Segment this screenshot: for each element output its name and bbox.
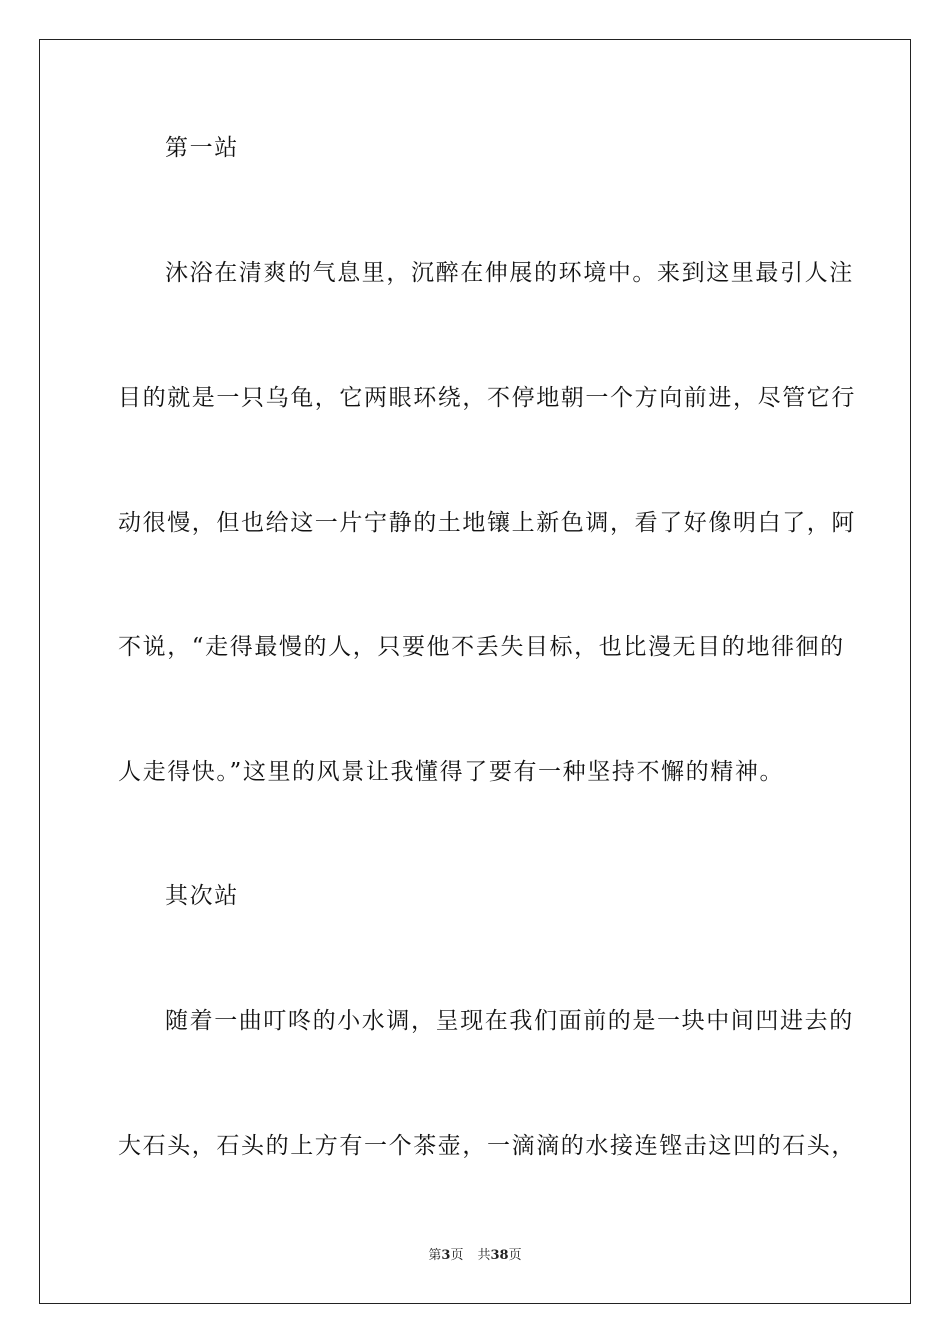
paragraph-line: 动很慢，但也给这一片宁静的土地镶上新色调，看了好像明白了，阿 — [118, 510, 856, 536]
footer-total-number: 38 — [490, 1248, 509, 1263]
paragraph-line: 大石头，石头的上方有一个茶壶，一滴滴的水接连铿击这凹的石头， — [118, 1133, 856, 1159]
section-heading-1: 第一站 — [165, 135, 239, 161]
paragraph-line: 人走得快。”这里的风景让我懂得了要有一种坚持不懈的精神。 — [118, 759, 785, 785]
page-footer — [0, 1247, 950, 1265]
page-border — [39, 39, 911, 1304]
paragraph-line: 不说，“走得最慢的人，只要他不丢失目标，也比漫无目的地徘徊的 — [118, 634, 845, 660]
paragraph-line: 沐浴在清爽的气息里，沉醉在伸展的环境中。来到这里最引人注 — [165, 260, 854, 286]
section-heading-2: 其次站 — [165, 883, 239, 909]
paragraph-line: 目的就是一只乌龟，它两眼环绕，不停地朝一个方向前进，尽管它行 — [118, 385, 856, 411]
footer-page-number: 3 — [441, 1248, 451, 1263]
footer-total-prefix: 共 — [477, 1248, 491, 1263]
paragraph-line: 随着一曲叮咚的小水调，呈现在我们面前的是一块中间凹进去的 — [165, 1008, 854, 1034]
footer-page-suffix: 页 — [450, 1248, 464, 1263]
footer-page-prefix: 第 — [428, 1248, 442, 1263]
footer-total-suffix: 页 — [508, 1248, 522, 1263]
